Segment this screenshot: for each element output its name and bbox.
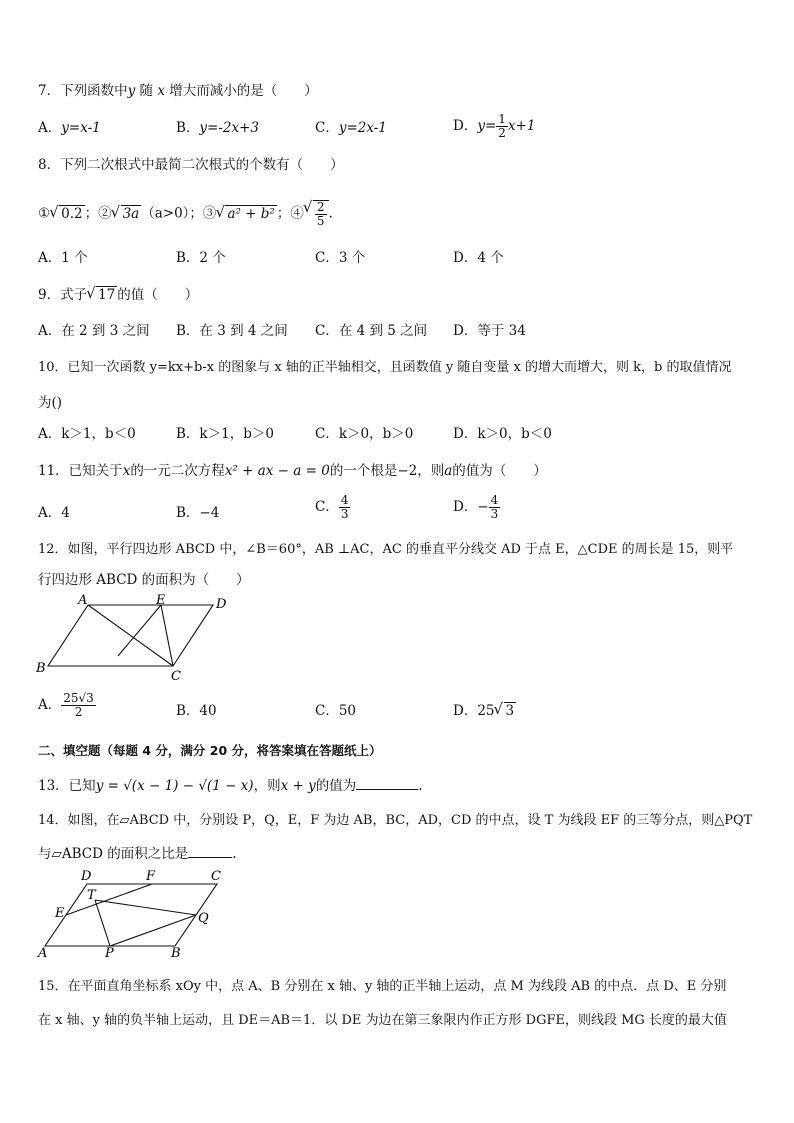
q9-option-b: B．在 3 到 4 之间 — [176, 323, 288, 339]
q15-stem-line1: 15．在平面直角坐标系 xOy 中，点 A、B 分别在 x 轴、y 轴的正半轴上运动，点 M 为线段 AB 的中点．点 D、E 分别 — [38, 979, 727, 994]
q12-stem-line1: 12．如图，平行四边形 ABCD 中，∠B＝60°，AB ⊥AC，AC 的垂直平分线交 AD 于点 E，△CDE 的周长是 15，则平 — [38, 542, 734, 557]
q11-stem: 11．已知关于x的一元二次方程x² + ax − a = 0的一个根是−2，则a的值为（ ） — [38, 463, 547, 479]
q13-stem: 13．已知y = √(x − 1) − √(1 − x)，则x + y的值为 . — [38, 775, 423, 795]
label-d: D — [81, 869, 92, 884]
segment-tp — [95, 900, 110, 946]
label-b: B — [36, 661, 46, 676]
q14-stem-line2: 与▱ABCD 的面积之比是 . — [38, 843, 237, 863]
q8-option-c: C．3 个 — [315, 250, 366, 266]
q11-option-d: D．− $\frac{4}{3}$ — [453, 493, 499, 521]
segment-ec — [161, 605, 173, 666]
label-f: F — [146, 869, 156, 884]
q8-option-d: D．4 个 — [453, 250, 504, 266]
q9-option-d: D．等于 34 — [453, 323, 526, 339]
q11-option-c: C． $\frac{4}{3}$ — [315, 493, 349, 521]
diagonal-ac — [88, 605, 173, 666]
q10-option-c: C．k＞0，b＞0 — [315, 426, 414, 442]
q9-stem: 9．式子√ 17 的值（ ） — [38, 286, 198, 304]
q7-option-c: C．y=2x-1 — [315, 120, 387, 136]
label-a: A — [38, 946, 48, 958]
label-c: C — [171, 669, 181, 684]
label-c: C — [211, 869, 221, 884]
label-q: Q — [198, 911, 209, 926]
q11-option-b: B．−4 — [176, 505, 220, 521]
q9-option-a: A．在 2 到 3 之间 — [38, 323, 150, 339]
q12-parallelogram-figure — [30, 592, 240, 684]
q12-option-a: A． $\frac{25√3}{2}$ — [38, 691, 94, 719]
q10-option-a: A．k＞1，b＜0 — [38, 426, 136, 442]
q12-option-d: D．25√ 3 — [453, 702, 516, 720]
q10-option-b: B．k＞1，b＞0 — [176, 426, 274, 442]
segment-tq — [95, 900, 196, 915]
q14-answer-blank[interactable] — [188, 843, 232, 858]
label-t: T — [87, 888, 96, 903]
segment-pq — [110, 915, 196, 946]
q14-stem-line1: 14．如图，在▱ABCD 中，分别设 P，Q，E，F 为边 AB，BC，AD，CD 的中点，设 T 为线段 EF 的三等分点，则△PQT — [38, 813, 753, 828]
q7-option-b: B．y=-2x+3 — [176, 120, 260, 136]
q7-option-a: A．y=x-1 — [38, 120, 101, 136]
q12-option-b: B．40 — [176, 703, 217, 719]
q10-option-d: D．k＞0，b＜0 — [453, 426, 552, 442]
q10-stem-line1: 10．已知一次函数 y=kx+b-x 的图象与 x 轴的正半轴相交，且函数值 y 随自变量 x 的增大而增大，则 k，b 的取值情况 — [38, 360, 732, 375]
label-e: E — [55, 906, 65, 921]
q12-stem-line2: 行四边形 ABCD 的面积为（ ） — [38, 572, 250, 588]
q7-option-d: D．y= $\frac{1}{2}$ x+1 — [453, 112, 536, 140]
parallelogram-abcd — [45, 884, 217, 946]
label-d: D — [216, 597, 227, 612]
label-a: A — [78, 593, 88, 608]
q8-stem: 8．下列二次根式中最简二次根式的个数有（ ） — [38, 157, 344, 173]
q8-items: ①√ 0.2 ；②√ 3a （a>0）；③√ a² + b² ；④ √ $\frac{2}{5}$ . — [38, 200, 333, 228]
q13-answer-blank[interactable] — [356, 775, 418, 790]
q7-stem: 7．下列函数中y 随 x 增大而减小的是（ ） — [38, 83, 318, 99]
label-b: B — [171, 946, 181, 958]
q8-option-b: B．2 个 — [176, 250, 226, 266]
section-heading: 二、填空题（每题 4 分，满分 20 分，将答案填在答题纸上） — [38, 743, 382, 758]
q14-parallelogram-figure — [30, 866, 240, 958]
q11-option-a: A．4 — [38, 505, 70, 521]
q8-option-a: A．1 个 — [38, 250, 88, 266]
label-e: E — [156, 593, 166, 608]
q15-stem-line2: 在 x 轴、y 轴的负半轴上运动，且 DE＝AB＝1．以 DE 为边在第三象限内作正方形 DGFE，则线段 MG 长度的最大值 — [38, 1013, 727, 1028]
label-p: P — [105, 946, 114, 958]
q10-stem-line2: 为() — [38, 395, 63, 411]
segment-ef — [66, 884, 152, 915]
q9-option-c: C．在 4 到 5 之间 — [315, 323, 428, 339]
q12-option-c: C．50 — [315, 703, 357, 719]
